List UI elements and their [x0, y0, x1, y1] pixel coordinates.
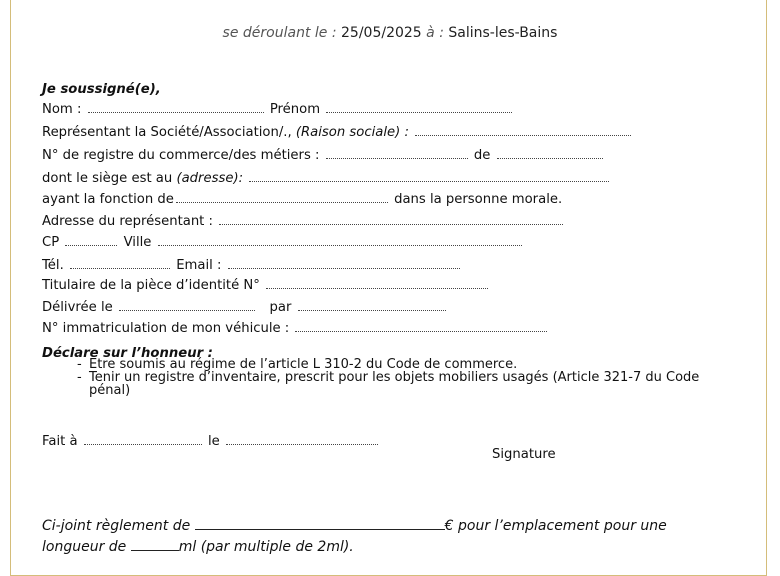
row-registre — [42, 146, 605, 163]
row-titulaire — [42, 276, 490, 293]
row-nom — [42, 100, 514, 117]
ville-field[interactable] — [158, 233, 522, 246]
row-cp — [42, 233, 524, 250]
row-siege — [42, 169, 611, 186]
row-adresse-rep — [42, 212, 565, 229]
row-fait — [42, 432, 380, 449]
titulaire-label: Titulaire de la pièce d’identité N° — [42, 278, 260, 293]
header-prefix: se déroulant le : — [222, 25, 337, 41]
email-field[interactable] — [228, 256, 460, 269]
fonction-label: ayant la fonction de — [42, 192, 174, 207]
row-immat — [42, 319, 549, 336]
representant-label: Représentant la Société/Association/., — [42, 125, 292, 140]
footer-line-2 — [42, 537, 742, 558]
raison-label: (Raison sociale) : — [295, 125, 409, 140]
prenom-label: Prénom — [269, 102, 321, 117]
footer-line-1 — [42, 516, 742, 537]
immat-field[interactable] — [295, 319, 547, 332]
declaration-item: - Tenir un registre d’inventaire, prescrit pour les objets mobiliers usagés (Article 321-7 du Code pénal) — [77, 371, 727, 397]
row-delivree — [42, 298, 448, 315]
siege-field[interactable] — [249, 169, 609, 182]
email-label: Email : — [176, 258, 222, 273]
fait-le-label: le — [207, 434, 220, 449]
cp-label: CP — [42, 235, 60, 250]
registre-de-field[interactable] — [497, 146, 603, 159]
payment-footer — [42, 516, 742, 558]
cp-field[interactable] — [65, 233, 117, 246]
immat-label: N° immatriculation de mon véhicule : — [42, 321, 290, 336]
nom-label: Nom : — [42, 102, 82, 117]
declaration-title: Déclare sur l’honneur : — [42, 346, 213, 361]
registre-de-label: de — [473, 148, 491, 163]
fonction-suffix: dans la personne morale. — [394, 192, 563, 207]
header-mid: à : — [426, 25, 444, 41]
footer-ml-label: ml (par multiple de 2ml). — [178, 539, 354, 555]
signature-label: Signature — [492, 447, 556, 462]
raison-field[interactable] — [415, 123, 631, 136]
tel-label: Tél. — [42, 258, 64, 273]
fonction-field[interactable] — [176, 190, 388, 203]
row-fonction — [42, 190, 562, 207]
delivree-label: Délivrée le — [42, 300, 113, 315]
nom-field[interactable] — [88, 100, 264, 113]
par-label: par — [269, 300, 292, 315]
event-date: 25/05/2025 — [341, 25, 422, 41]
adresse-rep-label: Adresse du représentant : — [42, 214, 213, 229]
row-representant — [42, 123, 633, 140]
fait-le-field[interactable] — [226, 432, 378, 445]
row-tel — [42, 256, 462, 273]
adresse-rep-field[interactable] — [219, 212, 563, 225]
length-field[interactable] — [131, 537, 179, 551]
prenom-field[interactable] — [326, 100, 512, 113]
fait-label: Fait à — [42, 434, 78, 449]
footer-longueur-label: longueur de — [42, 539, 127, 555]
registre-label: N° de registre du commerce/des métiers : — [42, 148, 320, 163]
adresse-label: (adresse): — [176, 171, 244, 186]
amount-field[interactable] — [195, 516, 445, 530]
form-title: Je soussigné(e), — [42, 82, 161, 97]
event-place: Salins-les-Bains — [448, 25, 558, 41]
declaration-item: - Etre soumis au régime de l’article L 310-2 du Code de commerce. — [77, 358, 727, 371]
footer-emplacement-label: € pour l’emplacement pour une — [444, 518, 667, 534]
event-header — [0, 25, 780, 41]
par-field[interactable] — [298, 298, 446, 311]
delivree-field[interactable] — [119, 298, 255, 311]
footer-reglement-label: Ci-joint règlement de — [42, 518, 191, 534]
fait-field[interactable] — [84, 432, 202, 445]
ville-label: Ville — [123, 235, 152, 250]
siege-label: dont le siège est au — [42, 171, 173, 186]
declaration-list — [77, 358, 727, 397]
titulaire-field[interactable] — [266, 276, 488, 289]
registre-field[interactable] — [326, 146, 468, 159]
tel-field[interactable] — [70, 256, 170, 269]
